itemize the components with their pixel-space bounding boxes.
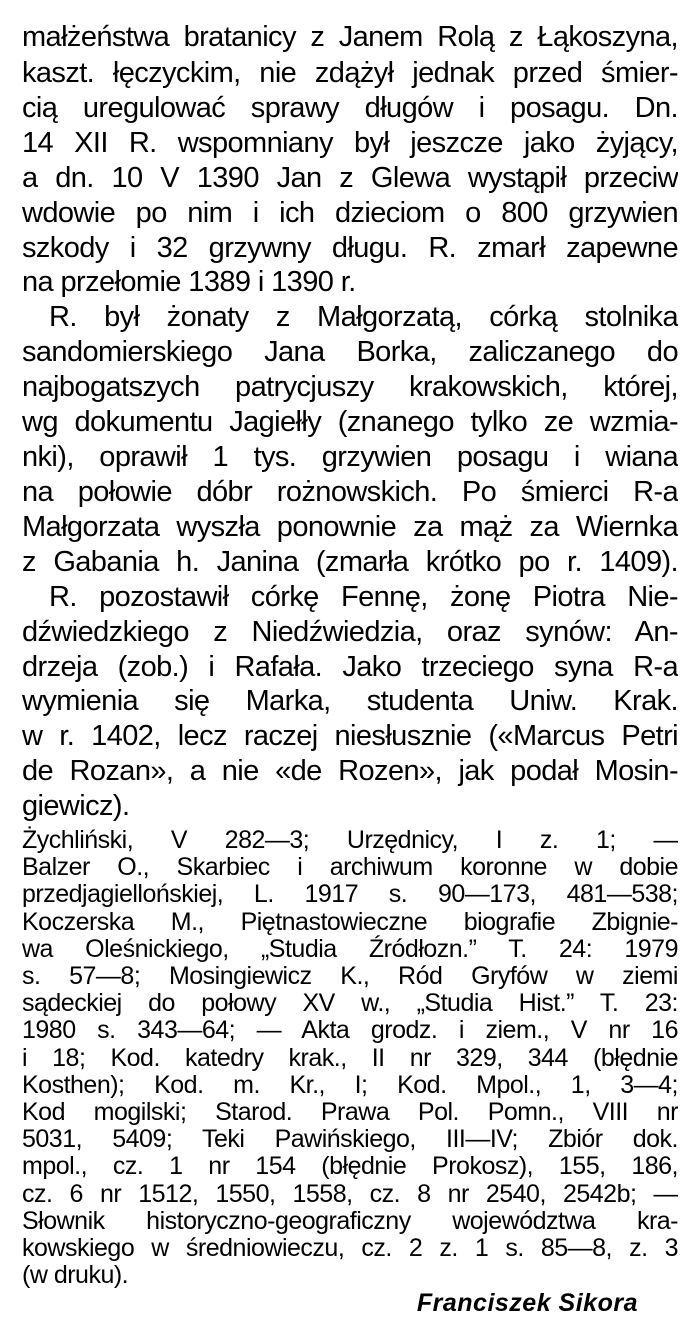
- reference-line: s. 57—8; Mosingiewicz K., Ród Gryfów w ziemi: [22, 962, 678, 990]
- text-line: wymienia się Marka, studenta Uniw. Krak.: [22, 685, 678, 717]
- author-signature: Franciszek Sikora: [416, 1289, 638, 1317]
- text-line: dźwiedzkiego z Niedźwiedzia, oraz synów: An-: [22, 616, 678, 648]
- text-line: wdowie po nim i ich dzieciom o 800 grzywien: [22, 197, 678, 229]
- text-line: nki), oprawił 1 tys. grzywien posagu i wiana: [22, 441, 678, 473]
- reference-line: wa Oleśnickiego, „Studia Źródłozn.” T. 24: 1979: [22, 934, 678, 963]
- reference-line: Koczerska M., Piętnastowieczne biografie Zbignie-: [22, 907, 678, 936]
- text-line: kaszt. łęczyckim, nie zdążył jednak przed śmier-: [22, 57, 678, 89]
- text-line: na połowie dóbr rożnowskich. Po śmierci R-a: [22, 476, 678, 508]
- text-line: cią uregulować sprawy długów i posagu. Dn.: [22, 92, 678, 124]
- text-line: 14 XII R. wspomniany był jeszcze jako żyjący,: [22, 127, 678, 159]
- text-line: małżeństwa bratanicy z Janem Rolą z Łąkoszyna,: [22, 21, 678, 53]
- text-line: Małgorzata wyszła ponownie za mąż za Wiernka: [22, 511, 678, 543]
- reference-line: kowskiego w średniowieczu, cz. 2 z. 1 s. 85—8, z. 3: [22, 1234, 678, 1262]
- text-line: sandomierskiego Jana Borka, zaliczanego do: [22, 336, 678, 368]
- reference-line: Żychliński, V 282—3; Urzędnicy, I z. 1; —: [22, 826, 678, 854]
- reference-line: Balzer O., Skarbiec i archiwum koronne w dobie: [22, 853, 678, 882]
- reference-line: 5031, 5409; Teki Pawińskiego, III—IV; Zbiór dok.: [22, 1125, 678, 1154]
- reference-line: 1980 s. 343—64; — Akta grodz. i ziem., V nr 16: [22, 1016, 678, 1045]
- reference-line: i 18; Kod. katedry krak., II nr 329, 344 (błędnie: [22, 1043, 678, 1072]
- reference-line: cz. 6 nr 1512, 1550, 1558, cz. 8 nr 2540, 2542b; —: [22, 1179, 678, 1208]
- text-line: R. pozostawił córkę Fennę, żonę Piotra Nie-: [49, 581, 678, 613]
- text-line: w r. 1402, lecz raczej niesłusznie («Marcus Petri: [22, 720, 678, 752]
- reference-line: sądeckiej do połowy XV w., „Studia Hist.” T. 23:: [22, 989, 678, 1018]
- text-line: giewicz).: [22, 790, 130, 822]
- text-line: z Gabania h. Janina (zmarła krótko po r. 1409).: [22, 546, 678, 578]
- text-line: wg dokumentu Jagiełły (znanego tylko ze wzmia-: [22, 406, 678, 438]
- text-line: najbogatszych patrycjuszy krakowskich, której,: [22, 371, 678, 403]
- text-line: a dn. 10 V 1390 Jan z Glewa wystąpił przeciw: [22, 162, 678, 194]
- reference-line: Kosthen); Kod. m. Kr., I; Kod. Mpol., 1, 3—4;: [22, 1070, 678, 1099]
- reference-line: Słownik historyczno-geograficzny województwa kra-: [22, 1206, 678, 1235]
- reference-line: (w druku).: [22, 1261, 129, 1290]
- reference-line: przedjagiellońskiej, L. 1917 s. 90—173, 481—538;: [22, 880, 678, 909]
- text-line: R. był żonaty z Małgorzatą, córką stolnika: [49, 301, 678, 333]
- text-line: szkody i 32 grzywny długu. R. zmarł zapewne: [22, 232, 678, 264]
- reference-line: Kod mogilski; Starod. Prawa Pol. Pomn., VIII nr: [22, 1098, 678, 1126]
- text-line: de Rozan», a nie «de Rozen», jak podał Mosin-: [22, 755, 678, 787]
- reference-line: mpol., cz. 1 nr 154 (błędnie Prokosz), 155, 186,: [22, 1152, 678, 1181]
- text-line: drzeja (zob.) i Rafała. Jako trzeciego syna R-a: [22, 651, 678, 683]
- text-line: na przełomie 1389 i 1390 r.: [22, 266, 356, 298]
